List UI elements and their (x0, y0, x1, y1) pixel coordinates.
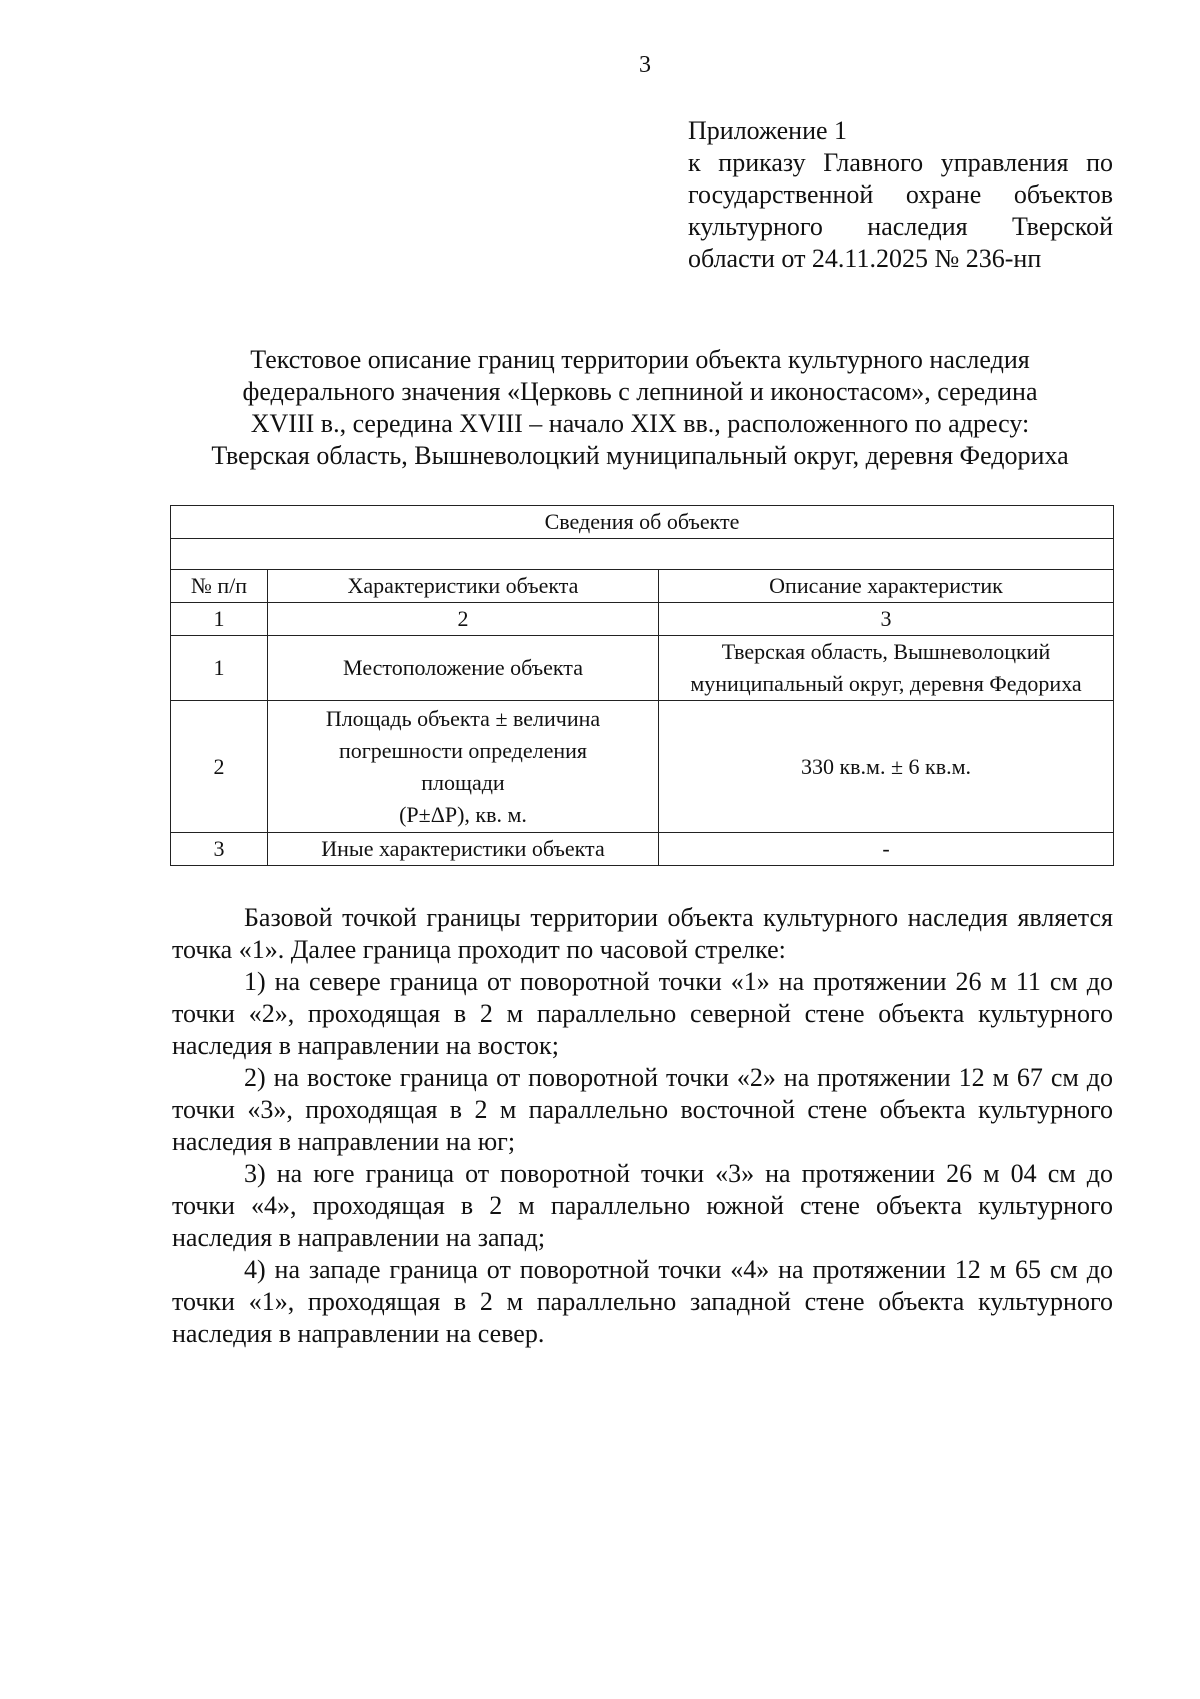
appendix-order-line: государственной охране объектов (688, 180, 1113, 209)
page-number: 3 (639, 52, 651, 78)
table-row (171, 701, 1114, 833)
document-title (160, 344, 1120, 472)
boundary-description (172, 902, 1113, 1350)
table-column-number: 3 (659, 603, 1114, 636)
title-line: XVIII в., середина XVIII – начало XIX вв., расположенного по адресу: (250, 409, 1030, 438)
table-spacer-row (171, 539, 1114, 570)
paragraph: 1) на севере граница от поворотной точки «1» на протяжении 26 м 11 см до точки «2», проходящая в 2 м параллельно северной стене объекта культурного наследия в направлении на восток; (172, 967, 1113, 1060)
row-characteristic (268, 701, 659, 833)
appendix-order-line: к приказу Главного управления по (688, 148, 1113, 177)
table-header-description: Описание характеристик (659, 570, 1114, 603)
paragraph: 3) на юге граница от поворотной точки «3» на протяжении 26 м 04 см до точки «4», проходящая в 2 м параллельно южной стене объекта культурного наследия в направлении на запад; (172, 1159, 1113, 1252)
title-line: Текстовое описание границ территории объекта культурного наследия (250, 345, 1030, 374)
appendix-header (688, 115, 1113, 275)
appendix-order-line: культурного наследия Тверской (688, 212, 1113, 241)
row-description (659, 636, 1114, 701)
table-column-number: 2 (268, 603, 659, 636)
appendix-order-date: области от 24.11.2025 № 236-нп (688, 244, 1042, 273)
table-caption: Сведения об объекте (171, 506, 1114, 539)
row-characteristic-line: Площадь объекта ± величина (325, 705, 601, 731)
object-info-table (170, 505, 1114, 866)
row-description-line: Тверская область, Вышневолоцкий (721, 639, 1051, 664)
row-characteristic: Местоположение объекта (268, 636, 659, 701)
row-description: - (659, 833, 1114, 866)
row-number: 1 (171, 636, 268, 701)
paragraph: Базовой точкой границы территории объекта культурного наследия является точка «1». Далее граница проходит по часовой стрелке: (172, 903, 1113, 964)
title-line: Тверская область, Вышневолоцкий муниципальный округ, деревня Федориха (211, 441, 1069, 470)
table-row (171, 833, 1114, 866)
appendix-label: Приложение 1 (688, 116, 848, 145)
row-number: 3 (171, 833, 268, 866)
row-description-line: муниципальный округ, деревня Федориха (690, 671, 1082, 696)
row-characteristic-line: площади (421, 769, 505, 795)
table-row (171, 636, 1114, 701)
paragraph: 4) на западе граница от поворотной точки «4» на протяжении 12 м 65 см до точки «1», проходящая в 2 м параллельно западной стене объекта культурного наследия в направлении на север. (172, 1255, 1113, 1348)
row-characteristic-line: (Р±ΔР), кв. м. (399, 801, 527, 827)
table-column-number: 1 (171, 603, 268, 636)
paragraph: 2) на востоке граница от поворотной точки «2» на протяжении 12 м 67 см до точки «3», проходящая в 2 м параллельно восточной стене объекта культурного наследия в направлении на юг; (172, 1063, 1113, 1156)
table-header-characteristic: Характеристики объекта (268, 570, 659, 603)
row-characteristic: Иные характеристики объекта (268, 833, 659, 866)
row-characteristic-line: погрешности определения (338, 737, 588, 763)
row-description: 330 кв.м. ± 6 кв.м. (659, 701, 1114, 833)
table-header-number: № п/п (171, 570, 268, 603)
row-number: 2 (171, 701, 268, 833)
title-line: федерального значения «Церковь с лепниной и иконостасом», середина (242, 377, 1038, 406)
